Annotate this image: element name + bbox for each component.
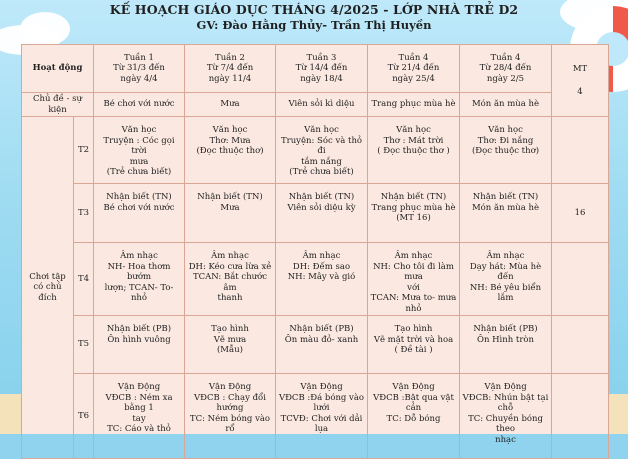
theme-cell: Viên sỏi kì diệu <box>276 93 368 117</box>
activity-line: TC: Ném bóng vào rổ <box>189 413 271 434</box>
activity-line: thanh <box>217 293 243 303</box>
activity-line: (MT 16) <box>396 213 431 223</box>
activity-line: Âm nhạc <box>302 251 341 261</box>
theme-cell: Món ăn mùa hè <box>460 93 552 117</box>
activity-line: Ôn Hình tròn <box>477 334 534 345</box>
activity-line: Nhận biết (TN) <box>472 192 539 202</box>
activity-line: Nhận biết (TN) <box>288 192 355 202</box>
activity-cell <box>460 374 552 459</box>
theme-label: Chủ đề - sự kiện <box>22 93 94 117</box>
activity-line: Văn học <box>488 125 523 135</box>
activity-cell <box>94 374 185 459</box>
activity-line: Vận Động <box>300 382 343 392</box>
activity-cell <box>460 117 552 184</box>
activity-line: Thơ: Đi nắng <box>477 135 534 146</box>
week-header: Tuần 4 Từ 21/4 đến ngày 25/4 <box>368 45 460 93</box>
day-label: T2 <box>74 117 94 184</box>
activity-line: TC: Chuyền bóng theo <box>468 413 543 434</box>
theme-row <box>22 93 609 117</box>
activity-line: Dạy hát: Mùa hè đến <box>469 261 542 282</box>
page-title: KẾ HOẠCH GIÁO DỤC THÁNG 4/2025 - LỚP NHÀ TRẺ D2 <box>109 2 519 17</box>
activity-line: Viên sỏi diệu kỳ <box>287 202 356 213</box>
activity-cell <box>185 243 276 316</box>
activity-line: với <box>407 282 420 293</box>
activity-line: Vận Động <box>484 382 527 392</box>
activity-cell <box>368 117 460 184</box>
activity-line: Vận Động <box>392 382 435 392</box>
activity-line: Âm nhạc <box>486 251 525 261</box>
activity-line: TC: Cáo và thỏ <box>107 424 171 434</box>
activity-cell <box>185 184 276 243</box>
activity-cell <box>368 316 460 374</box>
activity-line: NH- Hoa thơm bướm <box>107 261 171 282</box>
plan-table-container <box>21 44 608 445</box>
activity-line: DH: Kéo cưa lừa xẻ <box>188 261 272 272</box>
activity-line: Thơ: Mưa <box>209 135 251 146</box>
activity-line: chỗ <box>497 403 514 413</box>
day-label: T5 <box>74 316 94 374</box>
mt-cell: 16 <box>552 184 609 243</box>
activity-cell <box>460 316 552 374</box>
activity-line: Văn học <box>304 125 339 135</box>
activity-row <box>22 117 609 184</box>
activity-cell <box>94 316 185 374</box>
activity-line: tắm nắng <box>301 156 342 167</box>
activity-line: mưa <box>129 156 149 167</box>
activity-line: Nhận biết (TN) <box>106 192 172 202</box>
activity-line: Ôn màu đỏ- xanh <box>284 334 359 345</box>
activity-line: Nhận biết (PB) <box>473 324 538 334</box>
theme-cell: Trang phục mùa hè <box>368 93 460 117</box>
activity-line: Văn học <box>396 125 431 135</box>
activity-line: ( Đọc thuộc thơ ) <box>377 146 450 156</box>
activity-cell <box>276 117 368 184</box>
activity-line: NH: Bé yêu biển lắm <box>469 282 542 303</box>
activity-line: Trang phục mùa hè <box>371 202 456 213</box>
activity-header: Hoạt động <box>22 45 94 93</box>
mt-cell <box>552 243 609 316</box>
activity-row <box>22 316 609 374</box>
activity-cell <box>94 243 185 316</box>
activity-line: Vận Động <box>208 382 252 392</box>
activity-cell <box>368 243 460 316</box>
activity-row <box>22 243 609 316</box>
activity-line: (Đọc thuộc thơ) <box>196 146 264 156</box>
activity-cell <box>368 374 460 459</box>
activity-cell <box>276 184 368 243</box>
week-header: Tuần 3 Từ 14/4 đến ngày 18/4 <box>276 45 368 93</box>
activity-cell <box>276 316 368 374</box>
activity-line: TCVĐ: Chơi với dải <box>280 413 363 424</box>
activity-line: NH: Cho tôi đi làm mưa <box>373 261 454 282</box>
activity-line: Món ăn mùa hè <box>471 202 540 213</box>
activity-line: Thơ : Mát trời <box>383 135 444 146</box>
activity-row <box>22 184 609 243</box>
activity-cell <box>276 243 368 316</box>
activity-line: Bé chơi với nước <box>103 202 175 213</box>
activity-line: VĐCB :Đá bóng vào <box>278 392 365 403</box>
activity-line: Nhận biết (TN) <box>197 192 263 202</box>
activity-line: lưới <box>313 403 330 413</box>
activity-line: Truyện: Sóc và thỏ đi <box>280 135 363 156</box>
activity-line: Âm nhạc <box>120 251 158 261</box>
activity-line: (Đọc thuộc thơ) <box>471 146 540 156</box>
activity-line: Nhận biết (PB) <box>106 324 172 334</box>
activity-line: nhạc <box>495 434 516 445</box>
activity-cell <box>460 184 552 243</box>
activity-line: Âm nhạc <box>211 251 249 261</box>
education-plan-table <box>21 44 609 459</box>
day-label: T3 <box>74 184 94 243</box>
activity-cell <box>185 374 276 459</box>
mt-cell <box>552 117 609 184</box>
activity-cell <box>94 184 185 243</box>
mt-cell <box>552 374 609 459</box>
activity-line: tay <box>132 413 146 424</box>
activity-line: Ôn hình vuông <box>107 334 171 345</box>
week-header: Tuần 1 Từ 31/3 đến ngày 4/4 <box>94 45 185 93</box>
day-label: T6 <box>74 374 94 459</box>
activity-line: TCAN: Mưa to- mưa nhỏ <box>370 293 457 314</box>
activity-line: Mưa <box>220 202 240 213</box>
activity-line: Nhận biết (PB) <box>289 324 354 334</box>
activity-line: Âm nhạc <box>394 251 433 261</box>
activity-line: Văn học <box>212 125 248 135</box>
activity-line: TC: Dỗ bóng <box>386 413 441 424</box>
activity-line: (Mẫu) <box>216 345 244 355</box>
teacher-names: GV: Đào Hằng Thủy- Trần Thị Huyền <box>196 18 432 32</box>
activity-line: NH: Mây và gió <box>287 272 356 282</box>
activity-line: Vẽ mặt trời và hoa <box>373 334 454 345</box>
activity-cell <box>460 243 552 316</box>
activity-line: Văn học <box>121 125 157 135</box>
activity-line: (Trẻ chưa biết) <box>289 167 354 177</box>
activity-cell <box>185 316 276 374</box>
activity-line: lụa <box>314 424 329 434</box>
activity-line: (Trẻ chưa biết) <box>106 167 172 177</box>
activity-line: VĐCB :Bật qua vật cản <box>373 392 454 413</box>
activity-line: Nhận biết (TN) <box>380 192 447 202</box>
activity-cell <box>185 117 276 184</box>
activity-cell <box>276 374 368 459</box>
day-label: T4 <box>74 243 94 316</box>
week-header: Tuần 4 Từ 28/4 đến ngày 2/5 <box>460 45 552 93</box>
activity-line: ( Đề tài ) <box>394 345 433 355</box>
activity-line: VĐCB : Chạy đổi <box>194 392 266 403</box>
activity-line: VĐCB: Nhún bật tại <box>462 392 549 403</box>
activity-line: Vận Động <box>117 382 161 392</box>
header-row <box>22 45 609 93</box>
mt-cell <box>552 316 609 374</box>
activity-line: hướng <box>216 403 244 413</box>
mt-header-cell: MT 4 <box>552 45 609 117</box>
theme-cell: Mưa <box>185 93 276 117</box>
activity-line: Truyện : Cóc gọi trời <box>103 135 175 156</box>
activity-group-label: Chơi tập có chủ đích <box>22 117 74 459</box>
activity-line: lượn; TCAN- To- nhỏ <box>104 282 174 303</box>
activity-line: Vẽ mưa <box>213 334 247 345</box>
activity-cell <box>368 184 460 243</box>
activity-row <box>22 374 609 459</box>
activity-line: VĐCB : Ném xa bằng 1 <box>105 392 173 413</box>
activity-line: TCAN: Bắt chước âm <box>192 272 268 293</box>
week-header: Tuần 2 Từ 7/4 đến ngày 11/4 <box>185 45 276 93</box>
theme-cell: Bé chơi với nước <box>94 93 185 117</box>
activity-line: DH: Đếm sao <box>292 261 351 272</box>
activity-line: Tạo hình <box>211 324 249 334</box>
page-header <box>0 2 628 32</box>
activity-line: Tạo hình <box>394 324 433 334</box>
activity-cell <box>94 117 185 184</box>
